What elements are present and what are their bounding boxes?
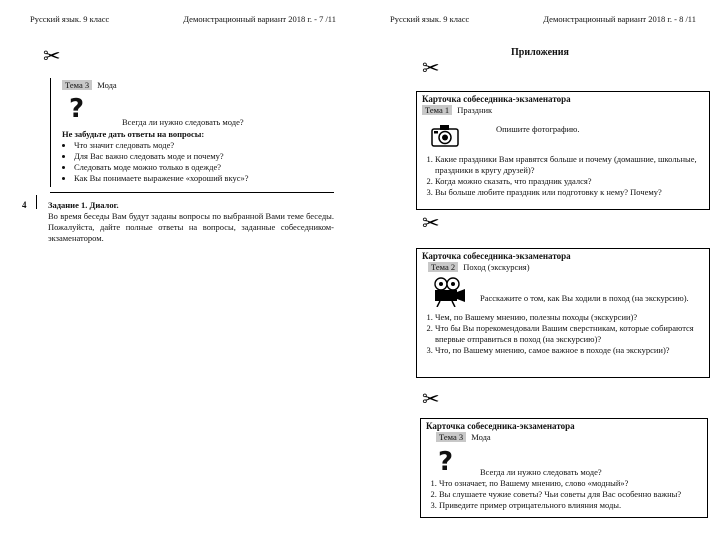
theme-card-hike [422, 251, 704, 356]
list-item: 3. Вы больше любите праздник или подготовку к нему? Почему? [435, 187, 704, 198]
card-task: Расскажите о том, как Вы ходили в поход (на экскурсию). [480, 293, 689, 303]
theme-card-fashion [426, 421, 702, 511]
scissors-icon: ✂ [422, 211, 440, 235]
theme-line [422, 262, 704, 273]
list-item: • Что значит следовать моде? [74, 140, 332, 151]
list-item: • Как Вы понимаете выражение «хороший вкус»? [74, 173, 332, 184]
header-variant: Демонстрационный вариант 2018 г. - 8 /11 [543, 14, 696, 24]
list-item: 2. Когда можно сказать, что праздник удался? [435, 176, 704, 187]
cut-line [50, 78, 51, 187]
question-list [422, 154, 704, 198]
list-item: 1. Чем, по Вашему мнению, полезны походы (экскурсии)? [435, 312, 704, 323]
right-page [360, 0, 720, 540]
question-list [422, 312, 704, 356]
list-item: 3. Что, по Вашему мнению, самое важное в походе (на экскурсии)? [435, 345, 704, 356]
left-page-header [30, 14, 336, 24]
film-camera-icon [432, 277, 466, 307]
scissors-icon: ✂ [422, 387, 440, 411]
theme-line [62, 80, 332, 91]
theme-name: Праздник [457, 105, 493, 115]
bullet-list [62, 140, 332, 184]
theme-label: Тема 3 [436, 432, 466, 442]
list-item: 1. Что означает, по Вашему мнению, слово «модный»? [439, 478, 702, 489]
appendix-title: Приложения [511, 47, 569, 58]
theme-line [426, 432, 702, 443]
theme-card-holiday [422, 94, 704, 198]
card-title: Карточка собеседника-экзаменатора [422, 251, 571, 261]
task-block [48, 200, 334, 244]
header-subject: Русский язык. 9 класс [390, 14, 470, 24]
right-page-header [390, 14, 696, 24]
theme-line [422, 105, 704, 116]
theme-label: Тема 3 [62, 80, 92, 90]
list-item: • Для Вас важно следовать моде и почему? [74, 151, 332, 162]
card-task: Опишите фотографию. [496, 124, 580, 134]
question-list [426, 478, 702, 511]
theme-name: Мода [471, 432, 491, 442]
theme-card-fashion [62, 80, 332, 184]
scissors-icon: ✂ [422, 56, 440, 80]
theme-label: Тема 2 [428, 262, 458, 272]
task-title: Задание 1. Диалог. [48, 200, 119, 210]
task-number-divider [36, 195, 37, 209]
scissors-icon: ✂ [43, 44, 61, 68]
task-text: Во время беседы Вам будут заданы вопросы по выбранной Вами теме беседы. Пожалуйста, дайте полные ответы на вопросы, заданные собеседником-экзаменатором. [48, 211, 334, 243]
list-item: 2. Вы слушаете чужие советы? Чьи советы для Вас особенно важны? [439, 489, 702, 500]
list-item: 1. Какие праздники Вам нравятся больше и почему (домашние, школьные, праздники в кругу друзей)? [435, 154, 704, 176]
question-mark-icon: ? [69, 94, 85, 124]
divider [50, 192, 334, 193]
list-item: 2. Что бы Вы порекомендовали Вашим сверстникам, которые собираются впервые отправиться в поход (на экскурсию)? [435, 323, 704, 345]
header-subject: Русский язык. 9 класс [30, 14, 110, 24]
question-mark-icon: ? [438, 447, 454, 477]
task-number: 4 [22, 200, 27, 210]
card-task: Всегда ли нужно следовать моде? [480, 467, 602, 477]
theme-label: Тема 1 [422, 105, 452, 115]
list-item: • Следовать моде можно только в одежде? [74, 162, 332, 173]
theme-name: Поход (экскурсия) [463, 262, 530, 272]
theme-name: Мода [97, 80, 117, 90]
card-title: Карточка собеседника-экзаменатора [426, 421, 575, 431]
list-item: 3. Приведите пример отрицательного влияния моды. [439, 500, 702, 511]
card-prompt: Не забудьте дать ответы на вопросы: [62, 129, 205, 139]
camera-icon [430, 122, 460, 148]
card-title: Карточка собеседника-экзаменатора [422, 94, 571, 104]
card-question: Всегда ли нужно следовать моде? [122, 117, 244, 127]
header-variant: Демонстрационный вариант 2018 г. - 7 /11 [183, 14, 336, 24]
